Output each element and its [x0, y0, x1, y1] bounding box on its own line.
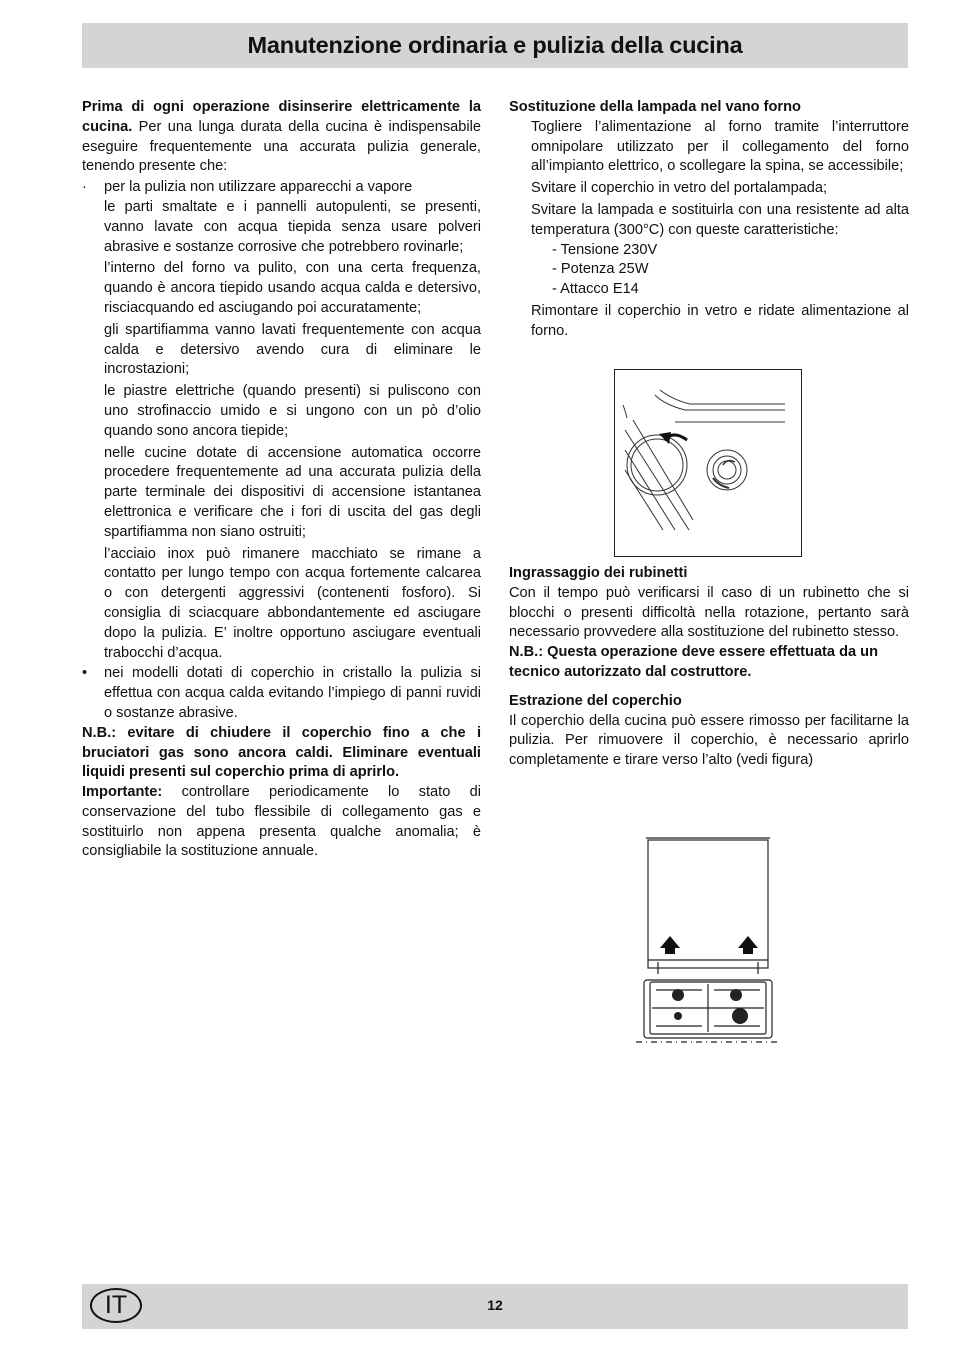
lamp-step-refit: Rimontare il coperchio in vetro e ridate alimentazione al forno. — [531, 302, 909, 339]
dot-marker: · — [82, 179, 87, 196]
intro-bold: Prima di ogni operazione disinserire elettricamente la cucina. — [82, 99, 481, 135]
title-bar — [82, 23, 908, 68]
intro-paragraph — [82, 98, 481, 177]
spec-power: - Potenza 25W — [552, 261, 649, 278]
lid-section-title: Estrazione del coperchio — [509, 692, 682, 709]
para-ignition: nelle cucine dotate di accensione automatica occorre procedere frequentemente ad una accurata pulizia della parte terminale dei dispositivi di accensione istantanea elettronica e verificare che i fori di uscita del gas degli spartifiamma non siano ostruiti; — [104, 444, 481, 540]
para-stainless: l’acciaio inox può rimanere macchiato se rimane a contatto per lungo tempo con acqua fortemente calcarea o con detergenti aggressivi (contenenti fosforo). Si consiglia di sciacquare abbondantemente ed asciugare dopo la pulizia. E’ inoltre opportuno asciugare eventuali trabocchi d’acqua. — [104, 545, 481, 661]
list-item-text: nei modelli dotati di coperchio in cristallo la pulizia si effettua con acqua calda evitando l’impiego di panni ruvidi o sostanze abrasive. — [104, 665, 481, 721]
lid-removal-illustration — [632, 832, 784, 1052]
list-item-steam — [82, 178, 481, 198]
important-text: controllare periodicamente lo stato di conservazione del tubo flessibile di collegamento gas e sostituirlo non appena presenta qualche anomalia; è consigliabile la sostituzione annuale. — [82, 784, 481, 860]
nb-warning: N.B.: evitare di chiudere il coperchio fino a che i bruciatori gas sono ancora caldi. Eliminare eventuali liquidi presenti sul coperchio prima di aprirlo. — [82, 724, 481, 781]
lid-paragraph: Il coperchio della cucina può essere rimosso per facilitarne la pulizia. Per rimuovere il coperchio, è necessario aprirlo completamente e tirare verso l’alto (vedi figura) — [509, 712, 909, 769]
list-item-text: per la pulizia non utilizzare apparecchi a vapore — [104, 179, 413, 196]
para-hotplates: le piastre elettriche (quando presenti) si puliscono con uno strofinaccio umido e si ungono con un pò d’olio quando sono ancora tiepide; — [104, 383, 481, 439]
page-number: 12 — [487, 1297, 503, 1313]
grease-paragraph: Con il tempo può verificarsi il caso di un rubinetto che si blocchi o presenti difficoltà nella rotazione, pertanto sarà necessario provvedere alla sostituzione del rubinetto stesso. — [509, 584, 909, 641]
grease-section — [509, 564, 909, 771]
lamp-step-power: Togliere l’alimentazione al forno tramite l’interruttore omnipolare utilizzato per il collegamento del forno all’impianto elettrico, o scollegare la spina, se accessibile; — [531, 118, 909, 175]
oven-lamp-illustration — [615, 370, 801, 556]
spec-voltage: - Tensione 230V — [552, 241, 658, 258]
para-enamel: le parti smaltate e i pannelli autopulenti, se presenti, vanno lavate con acqua tiepida senza usare polveri abrasive e sostanze corrosive che potrebbero rovinarle; — [104, 198, 481, 255]
para-flame-spreaders: gli spartifiamma vanno lavati frequentemente con acqua calda e detersivo avendo cura di eliminare le incrostazioni; — [104, 321, 481, 378]
grease-nb-warning: N.B.: Questa operazione deve essere effettuata da un tecnico autorizzato dal costruttore. — [509, 644, 879, 680]
lid-removal-figure — [632, 832, 784, 1052]
intro-text: Per una lunga durata della cucina è indispensabile eseguire frequentemente una accurata pulizia generale, tenendo presente che: — [82, 118, 481, 175]
lamp-section-title: Sostituzione della lampada nel vano forno — [509, 99, 801, 115]
right-column — [509, 98, 909, 342]
list-item-glass-lid — [82, 664, 481, 723]
lamp-step-replace: Svitare la lampada e sostituirla con una resistente ad alta temperatura (300°C) con queste caratteristiche: — [531, 201, 909, 238]
lamp-step-cover: Svitare il coperchio in vetro del portalampada; — [531, 180, 828, 197]
oven-lamp-figure — [614, 369, 802, 557]
grease-section-title: Ingrassaggio dei rubinetti — [509, 565, 688, 581]
footer-bar — [82, 1284, 908, 1329]
left-column — [82, 98, 481, 862]
bullet-marker: • — [82, 665, 88, 682]
spec-socket: - Attacco E14 — [552, 281, 639, 298]
para-oven: l’interno del forno va pulito, con una certa frequenza, quando è ancora tiepido usando acqua calda e detersivo, risciacquando ed asciugando poi accuratamente; — [104, 260, 481, 316]
page-title: Manutenzione ordinaria e pulizia della cucina — [247, 32, 743, 58]
language-badge: IT — [90, 1288, 142, 1323]
important-paragraph — [82, 783, 481, 862]
important-label: Importante: — [82, 784, 163, 801]
